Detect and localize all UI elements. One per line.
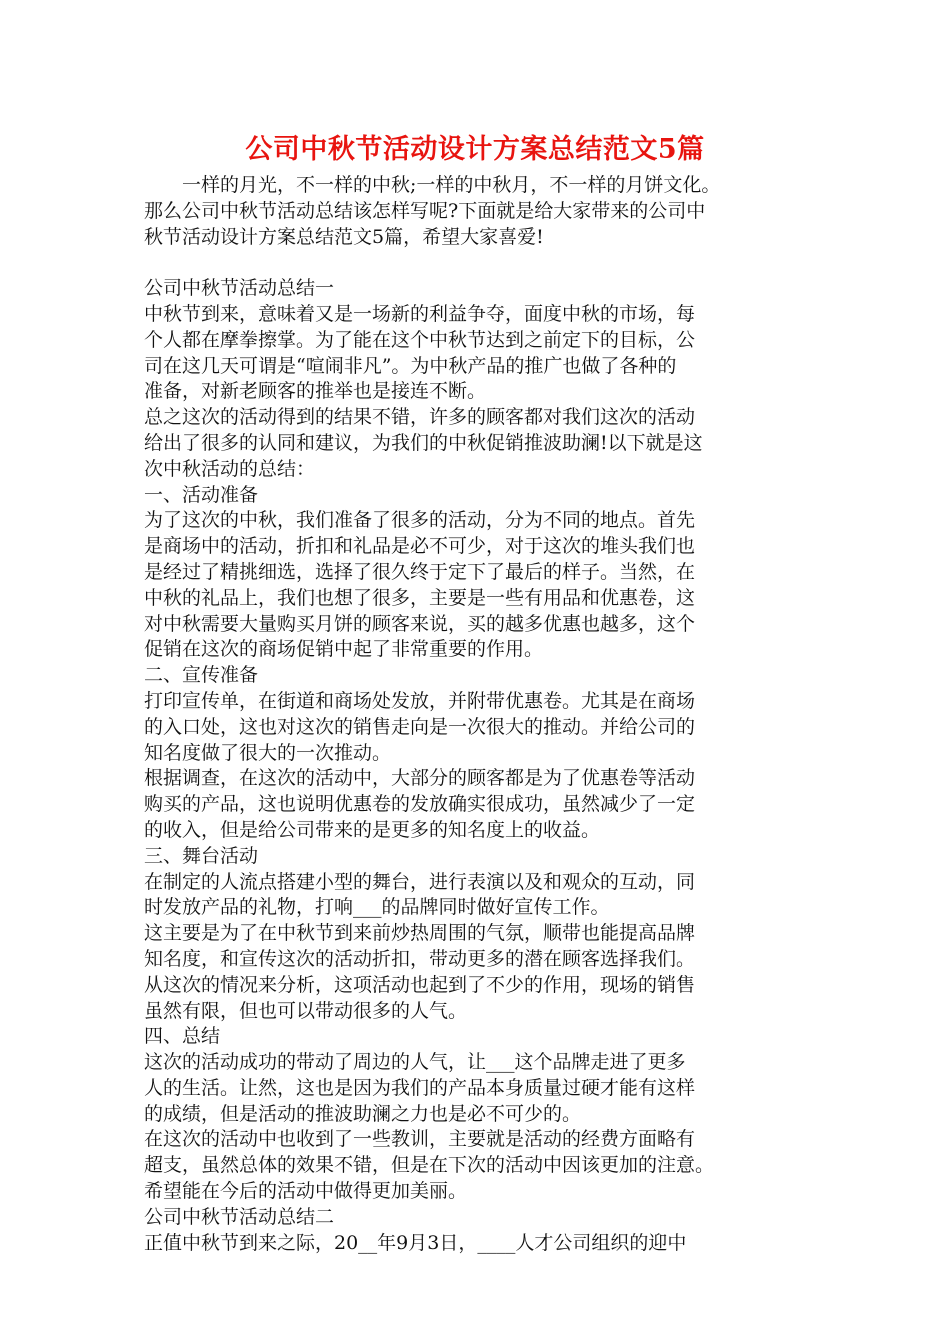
section-heading-preparation: 一、活动准备 — [144, 483, 259, 506]
paragraph-line: 虽然有限，但也可以带动很多的人气。 — [144, 999, 468, 1022]
paragraph-line: 对中秋需要大量购买月饼的顾客来说，买的越多优惠也越多，这个 — [144, 612, 696, 635]
paragraph-line: 希望能在今后的活动中做得更加美丽。 — [144, 1180, 468, 1203]
paragraph-line: 为了这次的中秋，我们准备了很多的活动，分为不同的地点。首先 — [144, 509, 696, 532]
intro-line-1: 一样的月光，不一样的中秋;一样的中秋月，不一样的月饼文化。 — [144, 174, 721, 196]
paragraph-line: 从这次的情况来分析，这项活动也起到了不少的作用，现场的销售 — [144, 973, 696, 996]
section-heading-promotion: 二、宣传准备 — [144, 664, 259, 687]
paragraph-line: 给出了很多的认同和建议，为我们的中秋促销推波助澜!以下就是这 — [144, 431, 703, 454]
paragraph-line: 的收入，但是给公司带来的是更多的知名度上的收益。 — [144, 818, 601, 841]
paragraph-line: 人的生活。让然，这也是因为我们的产品本身质量过硬才能有这样 — [144, 1076, 696, 1099]
paragraph-line: 根据调查，在这次的活动中，大部分的顾客都是为了优惠卷等活动 — [144, 767, 696, 790]
section-heading-conclusion: 四、总结 — [144, 1025, 221, 1048]
paragraph-line: 次中秋活动的总结： — [144, 457, 316, 480]
paragraph-line: 正值中秋节到来之际，20__年9月3日，____人才公司组织的迎中 — [144, 1231, 687, 1254]
paragraph-line: 中秋节到来，意味着又是一场新的利益争夺，面度中秋的市场，每 — [144, 302, 696, 325]
blank-line — [144, 250, 824, 276]
document-body — [144, 173, 824, 1256]
paragraph-line: 时发放产品的礼物，打响___的品牌同时做好宣传工作。 — [144, 896, 610, 919]
section-heading-stage: 三、舞台活动 — [144, 844, 259, 867]
paragraph-line: 知名度，和宣传这次的活动折扣，带动更多的潜在顾客选择我们。 — [144, 947, 696, 970]
paragraph-line: 的成绩，但是活动的推波助澜之力也是必不可少的。 — [144, 1102, 582, 1125]
paragraph-line: 在制定的人流点搭建小型的舞台，进行表演以及和观众的互动，同 — [144, 870, 696, 893]
paragraph-line: 个人都在摩拳擦掌。为了能在这个中秋节达到之前定下的目标，公 — [144, 328, 696, 351]
paragraph-line: 是经过了精挑细选，选择了很久终于定下了最后的样子。当然，在 — [144, 560, 696, 583]
paragraph-line: 的入口处，这也对这次的销售走向是一次很大的推动。并给公司的 — [144, 715, 696, 738]
section-heading-summary-1: 公司中秋节活动总结一 — [144, 277, 335, 300]
paragraph-line: 购买的产品，这也说明优惠卷的发放确实很成功，虽然减少了一定 — [144, 793, 696, 816]
intro-line-2: 那么公司中秋节活动总结该怎样写呢?下面就是给大家带来的公司中 — [144, 199, 706, 222]
paragraph-line: 促销在这次的商场促销中起了非常重要的作用。 — [144, 638, 544, 661]
paragraph-line: 总之这次的活动得到的结果不错，许多的顾客都对我们这次的活动 — [144, 406, 696, 429]
paragraph-line: 这次的活动成功的带动了周边的人气，让___这个品牌走进了更多 — [144, 1051, 686, 1074]
paragraph-line: 中秋的礼品上，我们也想了很多，主要是一些有用品和优惠卷，这 — [144, 586, 696, 609]
paragraph-line: 是商场中的活动，折扣和礼品是必不可少，对于这次的堆头我们也 — [144, 535, 696, 558]
paragraph-line: 这主要是为了在中秋节到来前炒热周围的气氛，顺带也能提高品牌 — [144, 922, 696, 945]
paragraph-line: 知名度做了很大的一次推动。 — [144, 741, 392, 764]
paragraph-line: 准备，对新老顾客的推举也是接连不断。 — [144, 380, 487, 403]
paragraph-line: 在这次的活动中也收到了一些教训，主要就是活动的经费方面略有 — [144, 1128, 696, 1151]
section-heading-summary-2: 公司中秋节活动总结二 — [144, 1205, 335, 1228]
intro-line-3: 秋节活动设计方案总结范文5篇，希望大家喜爱! — [144, 225, 544, 248]
document-title: 公司中秋节活动设计方案总结范文5篇 — [245, 134, 705, 165]
paragraph-line: 超支，虽然总体的效果不错，但是在下次的活动中因该更加的注意。 — [144, 1154, 715, 1177]
paragraph-line: 打印宣传单，在街道和商场处发放，并附带优惠卷。尤其是在商场 — [144, 689, 696, 712]
paragraph-line: 司在这几天可谓是“喧闹非凡”。为中秋产品的推广也做了各种的 — [144, 354, 677, 377]
